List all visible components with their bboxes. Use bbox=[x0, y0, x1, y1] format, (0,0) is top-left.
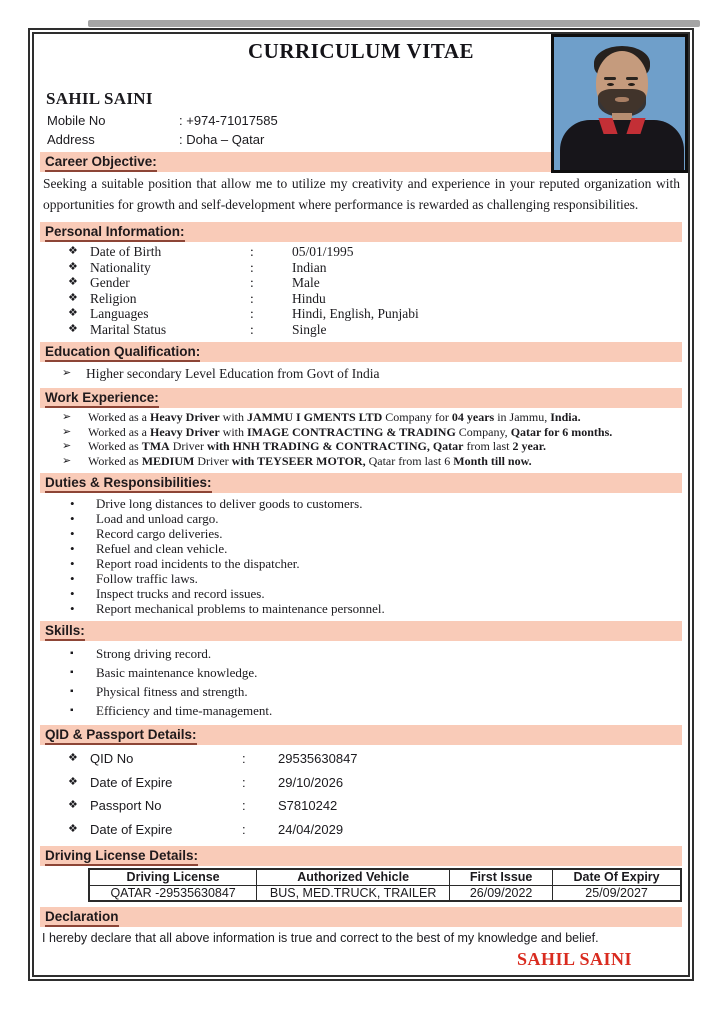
section-heading-declaration: Declaration bbox=[40, 907, 682, 927]
colon-separator: : bbox=[242, 798, 246, 813]
profile-photo bbox=[551, 34, 688, 173]
candidate-name: SAHIL SAINI bbox=[46, 89, 153, 108]
photo-mouth bbox=[615, 97, 629, 102]
square-bullet-icon: ▪ bbox=[70, 648, 74, 659]
personal-info-value: 05/01/1995 bbox=[292, 244, 354, 259]
skill-text: Physical fitness and strength. bbox=[96, 684, 248, 699]
dot-bullet-icon: • bbox=[70, 541, 75, 556]
diamond-bullet-icon: ❖ bbox=[68, 799, 78, 811]
skill-item bbox=[40, 644, 682, 663]
photo-eye bbox=[628, 83, 635, 86]
contact-label: Mobile No bbox=[47, 113, 106, 128]
diamond-bullet-icon: ❖ bbox=[68, 822, 78, 835]
qid-passport-label: QID No bbox=[90, 751, 134, 766]
section-heading-work-experience: Work Experience: bbox=[40, 388, 682, 408]
work-experience-text: Worked as a Heavy Driver with IMAGE CONTRACTING & TRADING Company, Qatar for 6 months. bbox=[88, 424, 613, 439]
duty-item bbox=[40, 526, 682, 541]
colon-separator: : bbox=[242, 821, 246, 837]
diamond-bullet-icon: ❖ bbox=[68, 322, 78, 335]
personal-info-label: Gender bbox=[90, 275, 130, 290]
personal-info-row bbox=[40, 275, 682, 291]
work-experience-list bbox=[40, 408, 682, 468]
skill-text: Strong driving record. bbox=[96, 646, 212, 661]
diamond-bullet-icon: ❖ bbox=[68, 291, 78, 304]
personal-info-label: Religion bbox=[90, 290, 137, 306]
diamond-bullet-icon: ❖ bbox=[68, 752, 78, 764]
personal-info-value: Hindu bbox=[292, 290, 326, 306]
skill-text: Efficiency and time-management. bbox=[96, 703, 273, 718]
work-experience-text: Worked as MEDIUM Driver with TEYSEER MOTOR, Qatar from last 6 Month till now. bbox=[88, 453, 532, 468]
skill-item bbox=[40, 682, 682, 701]
duty-item bbox=[40, 496, 682, 511]
dot-bullet-icon: • bbox=[70, 601, 75, 616]
dot-bullet-icon: • bbox=[70, 526, 75, 541]
duty-item bbox=[40, 541, 682, 556]
colon-separator: : bbox=[242, 774, 246, 790]
colon-separator: : bbox=[250, 290, 254, 306]
qid-passport-value: S7810242 bbox=[278, 798, 338, 813]
declaration-text: I hereby declare that all above information is true and correct to the best of my knowledge and belief. bbox=[42, 931, 599, 945]
license-number-cell: QATAR -29535630847 bbox=[89, 885, 257, 901]
colon-separator: : bbox=[250, 321, 254, 337]
work-experience-item bbox=[40, 410, 682, 425]
square-bullet-icon: ▪ bbox=[70, 667, 74, 678]
cv-page-frame bbox=[28, 28, 694, 981]
diamond-bullet-icon: ❖ bbox=[68, 245, 78, 257]
personal-info-label: Languages bbox=[90, 306, 149, 321]
photo-eyebrow bbox=[604, 77, 616, 80]
career-objective-text: Seeking a suitable position that allow me to utilize my creativity and experience in your reputed organization with opportunities for growth and self-development where performance is rewarded as challenging responsibilities. bbox=[43, 176, 680, 212]
authorized-vehicle-cell: BUS, MED.TRUCK, TRAILER bbox=[257, 885, 450, 901]
diamond-bullet-icon: ❖ bbox=[68, 775, 78, 788]
qid-passport-label: Date of Expire bbox=[90, 821, 173, 837]
qid-passport-row bbox=[40, 747, 682, 771]
qid-passport-list bbox=[40, 745, 682, 841]
colon-separator: : bbox=[250, 259, 254, 275]
work-experience-text: Worked as TMA Driver with HNH TRADING & CONTRACTING, Qatar from last 2 year. bbox=[88, 439, 547, 453]
work-experience-item bbox=[40, 439, 682, 454]
skills-list bbox=[40, 641, 682, 720]
work-experience-text: Worked as a Heavy Driver with JAMMU I GMENTS LTD Company for 04 years in Jammu, India. bbox=[88, 410, 581, 424]
personal-info-row bbox=[40, 306, 682, 322]
driving-license-header-cell: First Issue bbox=[450, 869, 553, 885]
personal-info-row bbox=[40, 260, 682, 276]
personal-info-row bbox=[40, 244, 682, 260]
duty-item bbox=[40, 556, 682, 571]
skill-text: Basic maintenance knowledge. bbox=[96, 665, 258, 680]
colon-separator: : bbox=[250, 244, 254, 259]
section-heading-career-objective: Career Objective: bbox=[40, 152, 552, 172]
diamond-bullet-icon: ❖ bbox=[68, 307, 78, 319]
skill-item bbox=[40, 663, 682, 682]
driving-license-header-row bbox=[89, 869, 681, 885]
first-issue-cell: 26/09/2022 bbox=[450, 885, 553, 901]
arrow-bullet-icon: ➢ bbox=[62, 425, 72, 438]
section-heading-personal-information: Personal Information: bbox=[40, 222, 682, 242]
arrow-bullet-icon: ➢ bbox=[62, 411, 72, 423]
dot-bullet-icon: • bbox=[70, 571, 75, 586]
work-experience-item bbox=[40, 454, 682, 469]
photo-eye bbox=[607, 83, 614, 86]
personal-info-label: Marital Status bbox=[90, 321, 167, 337]
personal-info-value: Indian bbox=[292, 259, 327, 275]
qid-passport-row bbox=[40, 794, 682, 818]
qid-passport-value: 29535630847 bbox=[278, 751, 358, 766]
qid-passport-value: 29/10/2026 bbox=[278, 774, 344, 790]
education-text: Higher secondary Level Education from Govt of India bbox=[86, 366, 380, 381]
scan-artifact bbox=[88, 20, 700, 27]
qid-passport-label: Date of Expire bbox=[90, 774, 173, 790]
duty-item bbox=[40, 571, 682, 586]
square-bullet-icon: ▪ bbox=[70, 705, 74, 716]
driving-license-header-cell: Date Of Expiry bbox=[553, 869, 681, 885]
duty-text: Follow traffic laws. bbox=[96, 571, 198, 586]
colon-separator: : bbox=[250, 306, 254, 321]
section-heading-education: Education Qualification: bbox=[40, 342, 682, 362]
section-heading-qid-passport: QID & Passport Details: bbox=[40, 725, 682, 745]
personal-info-row bbox=[40, 322, 682, 338]
personal-info-label: Nationality bbox=[90, 259, 151, 275]
duty-text: Load and unload cargo. bbox=[96, 511, 219, 526]
personal-info-value: Male bbox=[292, 275, 320, 290]
section-heading-duties: Duties & Responsibilities: bbox=[40, 473, 682, 493]
duty-text: Inspect trucks and record issues. bbox=[96, 586, 265, 601]
duty-text: Report road incidents to the dispatcher. bbox=[96, 556, 300, 571]
qid-passport-label: Passport No bbox=[90, 798, 162, 813]
duty-item bbox=[40, 586, 682, 601]
diamond-bullet-icon: ❖ bbox=[68, 276, 78, 288]
contact-value: : Doha – Qatar bbox=[179, 132, 265, 147]
personal-info-value: Single bbox=[292, 321, 327, 337]
driving-license-header-cell: Authorized Vehicle bbox=[257, 869, 450, 885]
dot-bullet-icon: • bbox=[70, 586, 75, 601]
signature-name: SAHIL SAINI bbox=[516, 949, 632, 969]
photo-eyebrow bbox=[626, 77, 638, 80]
section-heading-driving-license: Driving License Details: bbox=[40, 846, 682, 866]
skill-item bbox=[40, 701, 682, 720]
arrow-bullet-icon: ➢ bbox=[62, 367, 72, 379]
duties-list bbox=[40, 493, 682, 616]
duty-item bbox=[40, 601, 682, 616]
duty-text: Refuel and clean vehicle. bbox=[96, 541, 228, 556]
colon-separator: : bbox=[250, 275, 254, 290]
colon-separator: : bbox=[242, 751, 246, 766]
personal-information-list bbox=[40, 242, 682, 337]
education-list bbox=[40, 364, 682, 383]
square-bullet-icon: ▪ bbox=[70, 686, 74, 697]
arrow-bullet-icon: ➢ bbox=[62, 454, 72, 467]
dot-bullet-icon: • bbox=[70, 496, 75, 511]
duty-item bbox=[40, 511, 682, 526]
driving-license-data-row bbox=[89, 885, 681, 901]
arrow-bullet-icon: ➢ bbox=[62, 440, 72, 452]
qid-passport-row bbox=[40, 771, 682, 795]
section-heading-skills: Skills: bbox=[40, 621, 682, 641]
dot-bullet-icon: • bbox=[70, 511, 75, 526]
contact-label: Address bbox=[47, 132, 95, 147]
personal-info-value: Hindi, English, Punjabi bbox=[292, 306, 419, 321]
duty-text: Drive long distances to deliver goods to customers. bbox=[96, 496, 363, 511]
duty-text: Report mechanical problems to maintenance personnel. bbox=[96, 601, 385, 616]
driving-license-header-cell: Driving License bbox=[89, 869, 257, 885]
date-of-expiry-cell: 25/09/2027 bbox=[553, 885, 681, 901]
driving-license-table bbox=[88, 868, 682, 902]
personal-info-row bbox=[40, 291, 682, 307]
education-item bbox=[40, 364, 682, 383]
qid-passport-row bbox=[40, 818, 682, 842]
photo-jacket bbox=[560, 120, 684, 172]
qid-passport-value: 24/04/2029 bbox=[278, 821, 344, 837]
contact-value: : +974-71017585 bbox=[179, 113, 278, 128]
dot-bullet-icon: • bbox=[70, 556, 75, 571]
diamond-bullet-icon: ❖ bbox=[68, 260, 78, 273]
page-title: CURRICULUM VITAE bbox=[248, 39, 474, 63]
work-experience-item bbox=[40, 425, 682, 440]
personal-info-label: Date of Birth bbox=[90, 244, 162, 259]
duty-text: Record cargo deliveries. bbox=[96, 526, 223, 541]
